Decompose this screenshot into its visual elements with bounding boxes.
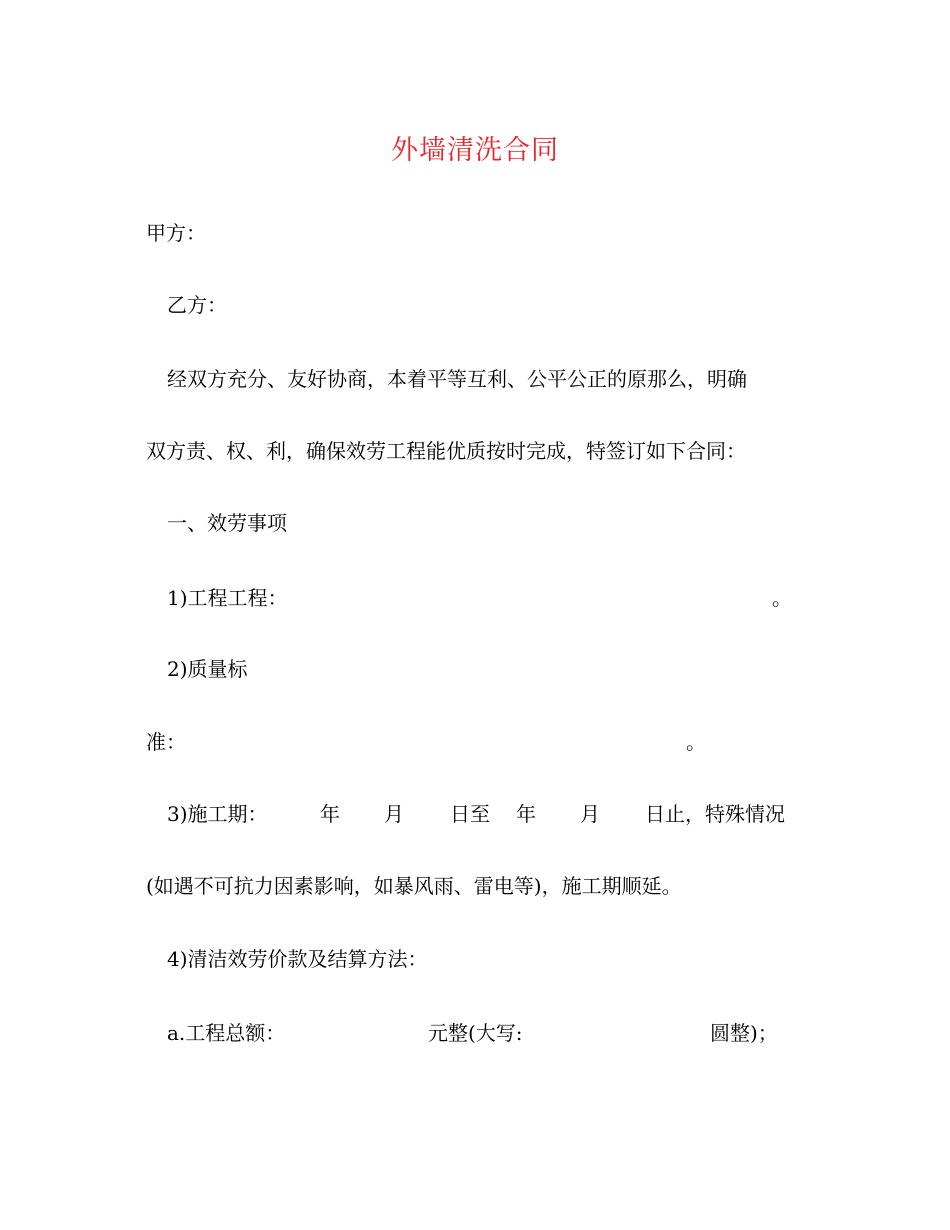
item-2-label-cont: 准： bbox=[146, 730, 186, 754]
intro-text-2: 双方责、权、利，确保效劳工程能优质按时完成，特签订如下合同： bbox=[146, 439, 746, 463]
party-b-label: 乙方： bbox=[167, 293, 227, 317]
section-1-heading bbox=[0, 508, 950, 538]
item-3-start-day: 日至 bbox=[450, 802, 490, 826]
intro-paragraph-line-2 bbox=[0, 436, 950, 466]
item-3-end-month: 月 bbox=[580, 802, 600, 826]
party-a-label: 甲方： bbox=[146, 221, 206, 245]
party-b-line bbox=[0, 290, 950, 320]
item-1-end: 。 bbox=[772, 586, 792, 610]
item-4-line bbox=[0, 944, 950, 974]
item-3-label: 3)施工期： bbox=[167, 802, 268, 826]
item-3-end-tail: 日止，特殊情况 bbox=[645, 802, 785, 826]
item-1-label: 1)工程工程： bbox=[167, 586, 288, 610]
item-4a-line bbox=[0, 1018, 950, 1048]
intro-paragraph-line-1 bbox=[0, 364, 950, 394]
item-4a-label: a.工程总额： bbox=[167, 1021, 286, 1045]
item-3-line-1 bbox=[0, 799, 950, 829]
item-3-start-year: 年 bbox=[320, 802, 340, 826]
intro-text-1: 经双方充分、友好协商，本着平等互利、公平公正的原那么，明确 bbox=[167, 367, 747, 391]
item-3-line-2 bbox=[0, 871, 950, 901]
item-2-end: 。 bbox=[686, 730, 706, 754]
item-4a-yuan-upper: 圆整)； bbox=[710, 1021, 778, 1045]
item-4-label: 4)清洁效劳价款及结算方法： bbox=[167, 947, 428, 971]
section-heading-text: 一、效劳事项 bbox=[167, 511, 287, 535]
item-4a-yuan: 元整(大写: bbox=[428, 1021, 523, 1045]
item-2-line-2 bbox=[0, 727, 950, 757]
item-3-end-year: 年 bbox=[516, 802, 536, 826]
item-2-line-1 bbox=[0, 654, 950, 684]
item-3-note: (如遇不可抗力因素影响，如暴风雨、雷电等)，施工期顺延。 bbox=[146, 874, 682, 898]
party-a-line bbox=[0, 218, 950, 248]
item-3-start-month: 月 bbox=[384, 802, 404, 826]
item-1-line bbox=[0, 583, 950, 613]
page-title: 外墙清洗合同 bbox=[391, 135, 559, 166]
item-2-label: 2)质量标 bbox=[167, 657, 248, 681]
